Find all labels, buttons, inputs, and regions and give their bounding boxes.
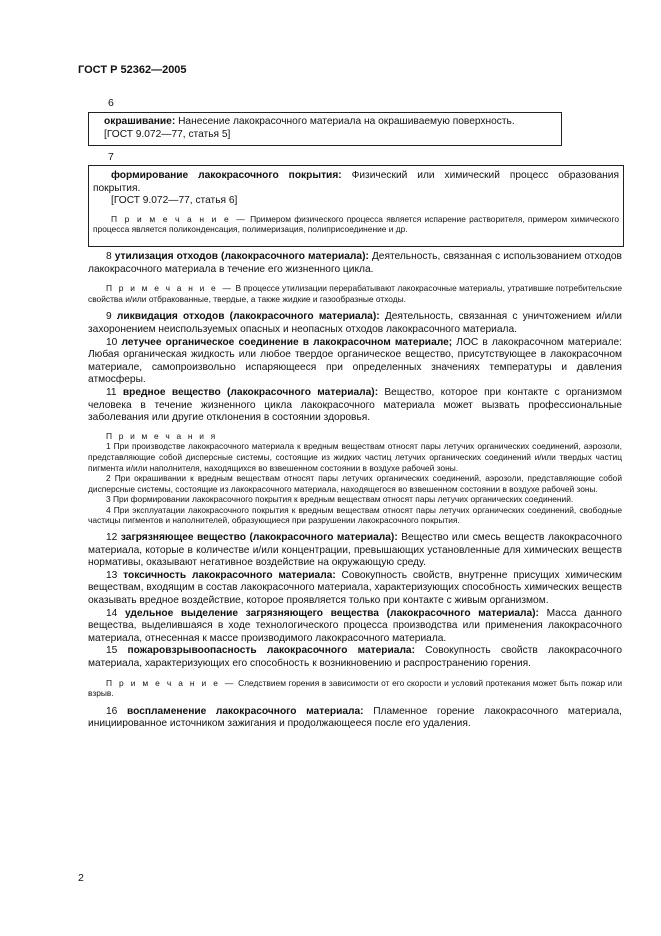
term-15-note [88, 678, 622, 699]
term-7-note-label: П р и м е ч а н и е — [111, 213, 247, 224]
term-7-note: Примером физического процесса является испарение растворителя, примером химического процесса является поликонденсация, полимеризация, полиприсоединение и др. [93, 213, 619, 235]
term-6-text [104, 116, 556, 141]
term-7-number: 7 [108, 151, 114, 163]
term-11-note-4: 4 При эксплуатации лакокрасочного покрытия к вредным веществам относят пары летучих органических соединений, свободные частицы пигментов и наполнителей, образующиеся при разрушении лакокрасочного покрытия. [88, 504, 622, 526]
term-15-term: пожаровзрывоопасность лакокрасочного материала: [127, 645, 415, 657]
term-14-term: удельное выделение загрязняющего вещества (лакокрасочного материала): [124, 607, 539, 619]
term-15-note-label: П р и м е ч а н и е — [106, 677, 236, 688]
term-16 [88, 706, 622, 731]
term-13 [88, 570, 622, 608]
term-15 [88, 645, 622, 670]
term-11-note-3: 3 При формировании лакокрасочного покрытия к вредным веществам относят пары летучих органических соединений. [106, 494, 574, 505]
term-14 [88, 608, 622, 646]
term-16-number: 16 [106, 705, 118, 717]
term-6-term: окрашивание: [104, 116, 176, 127]
term-8-note [88, 283, 622, 304]
term-11-term: вредное вещество (лакокрасочного материала): [122, 386, 379, 398]
term-6-definition: Нанесение лакокрасочного материала на окрашиваемую поверхность. [178, 116, 515, 127]
term-11-number: 11 [106, 386, 117, 398]
term-12-number: 12 [106, 532, 118, 544]
term-12-definition: Вещество или смесь веществ лакокрасочного материала, которые в количестве и/или концентрации, превышающих установленные для химических веществ нормативы, оказывают негативное воздействие на окружающую среду. [88, 532, 622, 569]
term-11-note-1: 1 При производстве лакокрасочного материала к вредным веществам относят пары летучих органических соединений, аэрозоли, представляющие собой дисперсные системы, состоящие из жидких частиц летучих органических соединений и/или твердых частиц пигмента и/или наполнителя, находящихся во взвешенном состоянии в воздухе рабочей зоны. [88, 441, 622, 473]
term-9-term: ликвидация отходов (лакокрасочного материала): [116, 311, 380, 323]
term-16-term: воспламенение лакокрасочного материала: [127, 705, 364, 717]
term-13-term: токсичность лакокрасочного материала: [123, 569, 336, 581]
term-9-definition: Деятельность, связанная с уничтожением и/или захоронением неиспользуемых опасных и неопасных отходов лакокрасочного материала. [88, 311, 622, 335]
term-6-ref: [ГОСТ 9.072—77, статья 5] [104, 128, 231, 140]
term-8-note-text: В процессе утилизации перерабатывают лакокрасочные материалы, утратившие потребительские свойства и/или отбракованные, твердые, а также жидкие и газообразные отходы. [88, 283, 622, 304]
term-10-number: 10 [106, 336, 118, 348]
term-8-number: 8 [106, 251, 112, 262]
term-15-definition: Совокупность свойств лакокрасочного материала, характеризующих его способность к возникновению и распространению горения. [88, 645, 622, 669]
term-16-definition: Пламенное горение лакокрасочного материала, инициированное источником зажигания и продолжающееся после его удаления. [88, 705, 622, 730]
term-7-text [93, 170, 619, 235]
term-8-term: утилизация отходов (лакокрасочного материала): [114, 251, 369, 262]
term-7-box [88, 165, 624, 247]
page-number: 2 [78, 872, 84, 884]
term-6-box [88, 112, 562, 146]
term-11 [88, 387, 622, 425]
term-7-ref: [ГОСТ 9.072—77, статья 6] [111, 195, 238, 207]
term-9 [88, 311, 622, 336]
term-7-definition: Физический или химический процесс образования покрытия. [93, 170, 619, 194]
term-6-number: 6 [108, 97, 114, 109]
term-10-definition: Любая органическая жидкость или любое твердое органическое вещество, присутствующее в лакокрасочном материале, самопроизвольно испаряющееся при определенных значениях температуры и давления атмосферы. [88, 349, 622, 386]
term-8-note-label: П р и м е ч а н и е — [106, 283, 234, 294]
term-12 [88, 532, 622, 570]
term-8-definition: Деятельность, связанная с использованием отходов лакокрасочного материала в течение его жизненного цикла. [88, 251, 622, 275]
term-8 [88, 251, 622, 276]
term-7-term: формирование лакокрасочного покрытия: [111, 170, 342, 181]
term-10-abbr: ЛОС в лакокрасочном материале: [456, 336, 622, 348]
term-10 [88, 337, 622, 387]
terms-body [88, 251, 622, 731]
term-15-number: 15 [106, 645, 118, 657]
term-9-number: 9 [106, 311, 112, 323]
term-13-definition: Совокупность свойств, внутренне присущих химическим веществам, входящим в состав лакокрасочного материала, характеризующих способность химических веществ оказывать вредное воздействие, которое проявляется только при контакте с живым организмом. [88, 569, 622, 607]
term-11-notes-label: П р и м е ч а н и я [106, 430, 218, 441]
term-11-definition: Вещество, которое при контакте с организмом человека в течение жизненного цикла лакокрасочного материала может вызвать профессиональные заболевания или другие отклонения в состоянии здоровья. [88, 386, 622, 424]
term-13-number: 13 [106, 569, 118, 581]
document-header: ГОСТ Р 52362—2005 [78, 64, 187, 76]
term-11-notes [88, 431, 622, 526]
term-11-note-2: 2 При окрашивании к вредным веществам относят пары летучих органических соединений, аэрозоли, представляющие собой дисперсные системы, состоящие из лакокрасочного материала, находящегося во взвешенном состоянии в воздухе рабочей зоны. [88, 473, 622, 494]
term-10-term: летучее органическое соединение в лакокрасочном материале; [121, 336, 453, 348]
term-14-definition: Масса данного вещества, выделившаяся в ходе технологического процесса производства или применения лакокрасочного материала, отнесенная к массе производимого лакокрасочного материала. [88, 607, 622, 644]
term-15-note-text: Следствием горения в зависимости от его скорости и условий протекания может быть пожар или взрыв. [88, 677, 623, 699]
term-14-number: 14 [106, 607, 118, 619]
term-12-term: загрязняющее вещество (лакокрасочного материала): [120, 532, 398, 544]
